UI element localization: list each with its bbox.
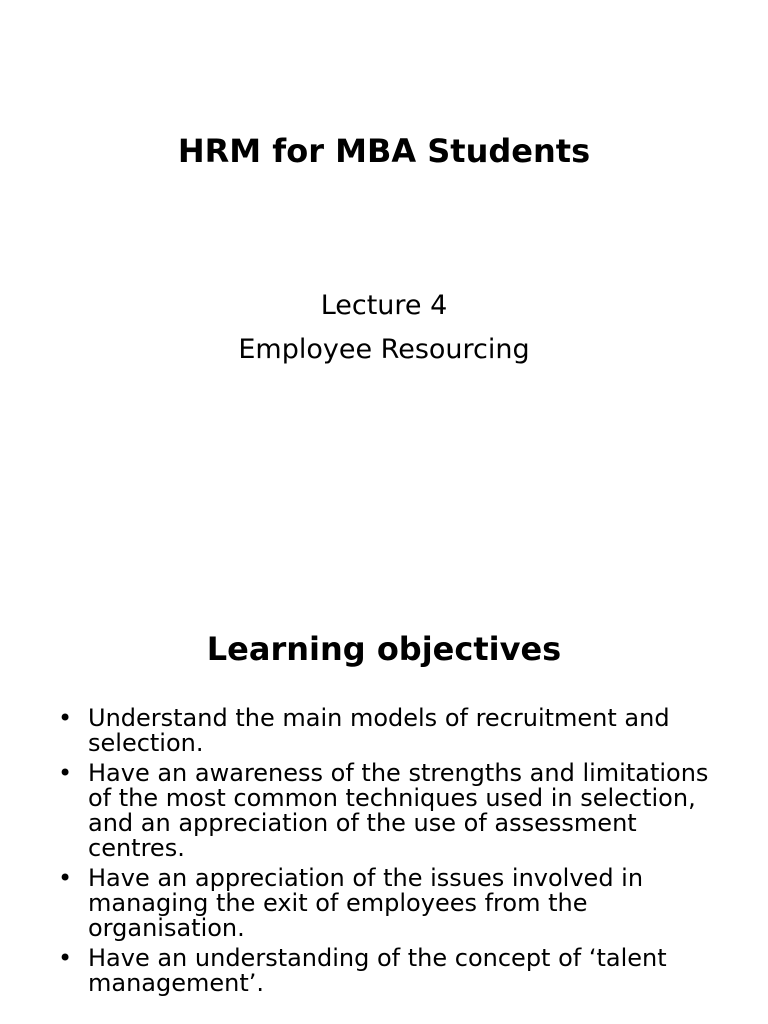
objective-text: Have an awareness of the strengths and limitations of the most common techniques used in selection, and an appreciation of the use of assessment centres.: [88, 759, 709, 862]
objectives-list: [58, 706, 738, 1001]
slide-title: HRM for MBA Students: [177, 132, 591, 170]
bullet-icon: •: [58, 704, 73, 732]
objectives-slide: [0, 512, 768, 1024]
objectives-title: Learning objectives: [206, 630, 562, 668]
objective-text: Understand the main models of recruitment and selection.: [88, 704, 670, 757]
lecture-number: Lecture 4: [320, 290, 448, 321]
bullet-icon: •: [58, 759, 73, 787]
lecture-topic: Employee Resourcing: [238, 334, 530, 365]
objective-item: [58, 866, 738, 941]
bullet-icon: •: [58, 944, 73, 972]
objective-item: [58, 761, 738, 861]
objective-item: [58, 946, 738, 996]
objective-text: Have an understanding of the concept of ‘talent management’.: [88, 944, 667, 997]
objective-text: Have an appreciation of the issues involved in managing the exit of employees from the organisation.: [88, 864, 644, 942]
slide-subtitle: [0, 284, 768, 372]
objective-item: [58, 706, 738, 756]
bullet-icon: •: [58, 864, 73, 892]
